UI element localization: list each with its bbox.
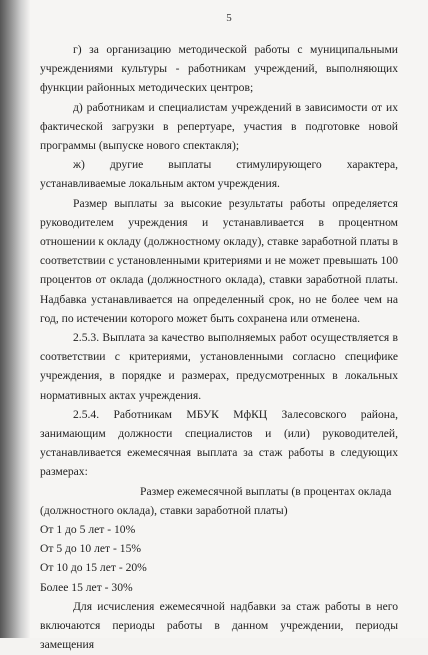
stage-row: Более 15 лет - 30% [40,580,133,594]
paragraph-calculation: Для исчисления ежемесячной надбавки за стаж работы в него включаются периоды работы в данном учреждении, периоды замещения [40,599,398,652]
page-binding-shadow [0,0,30,638]
paragraph-2-5-4: 2.5.4. Работникам МБУК МфКЦ Залесовского района, занимающим должности специалистов и (или) руководителей, устанавливается ежемесячная выплата за стаж работы в следующих размерах: [40,407,398,479]
paragraph-zh: ж) другие выплаты стимулирующего характера, устанавливаемые локальным актом учреждения. [40,158,398,191]
table-header-line2: (должностного оклада), ставки заработной платы) [40,503,288,517]
page-number: 5 [226,12,232,24]
paragraph-high-results: Размер выплаты за высокие результаты работы определяется руководителем учреждения и устанавливается в процентном отношении к окладу (должностному окладу), ставке заработной платы в соответствии с установленными критериями и не может превышать 100 процентов от оклада (должностного оклада), ставки заработной платы. Надбавка устанавливается на определенный срок, но не более чем на год, по истечении которого может быть сохранена или отменена. [40,196,398,325]
paragraph-d: д) работникам и специалистам учреждений в зависимости от их фактической загрузки в репертуаре, участия в подготовке новой программы (выпуске нового спектакля); [40,100,398,153]
document-body [40,40,398,655]
paragraph-2-5-3: 2.5.3. Выплата за качество выполняемых работ осуществляется в соответствии с критериями, установленными согласно специфике учреждения, в порядке и размерах, предусмотренных в локальных нормативных актах учреждения. [40,331,398,402]
paragraph-g: г) за организацию методической работы с муниципальными учреждениями культуры - работникам учреждений, выполняющих функции районных методических центров; [40,43,398,95]
stage-row: От 1 до 5 лет - 10% [40,523,136,537]
document-page [30,0,428,652]
table-header-line1: Размер ежемесячной выплаты (в процентах оклада [140,484,392,498]
stage-row: От 5 до 10 лет - 15% [40,542,142,556]
stage-row: От 10 до 15 лет - 20% [40,561,147,575]
